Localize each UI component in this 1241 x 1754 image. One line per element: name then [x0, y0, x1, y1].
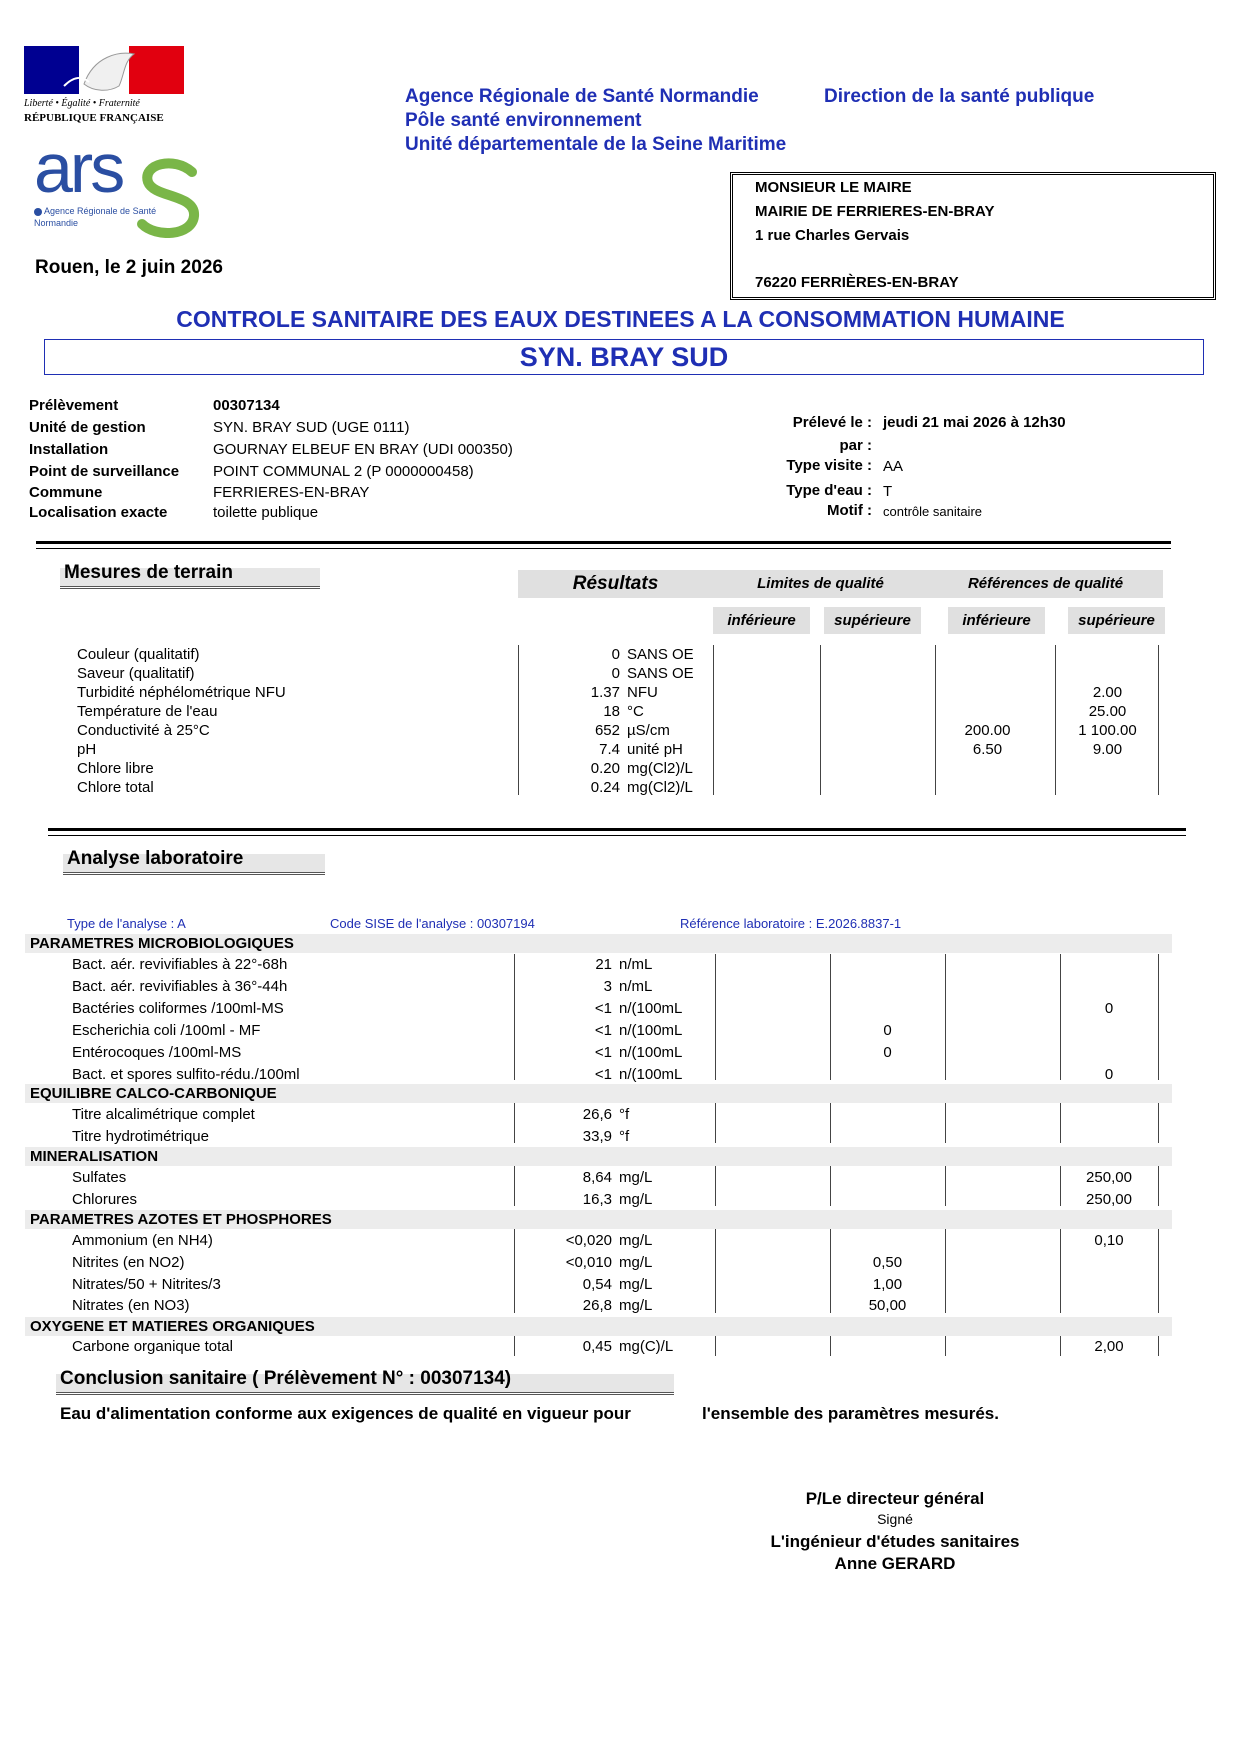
lab-type-analyse: Type de l'analyse : A [67, 916, 186, 931]
lab-row-value: <1 [594, 1066, 612, 1083]
info-label-prelevement: Prélèvement [29, 397, 119, 414]
info-value-type-visite: AA [883, 458, 904, 475]
info-value-unite: SYN. BRAY SUD (UGE 0111) [213, 419, 410, 436]
col-results-header: Résultats [518, 570, 713, 598]
lab-row-ref-sup: 250,00 [1086, 1191, 1132, 1208]
info-label-localisation: Localisation exacte [29, 504, 168, 521]
col-limit-lower: inférieure [713, 607, 810, 634]
info-label-commune: Commune [29, 484, 103, 501]
lab-row-value: 33,9 [582, 1128, 612, 1145]
signature-line-2: L'ingénieur d'études sanitaires [770, 1532, 1020, 1551]
lab-row-unit: mg/L [619, 1169, 653, 1186]
lab-row-name: Ammonium (en NH4) [72, 1232, 213, 1249]
field-row-value: 7.4 [599, 741, 620, 758]
field-row-name: Saveur (qualitatif) [77, 665, 195, 682]
field-row-unit: mg(Cl2)/L [627, 760, 693, 777]
info-value-preleve-le: jeudi 21 mai 2026 à 12h30 [883, 414, 1066, 431]
lab-row-unit: °f [619, 1106, 630, 1123]
lab-row-unit: mg/L [619, 1276, 653, 1293]
field-row-unit: mg(Cl2)/L [627, 779, 693, 796]
republique-motto: Liberté • Égalité • Fraternité [24, 98, 140, 109]
lab-row-name: Bact. aér. revivifiables à 22°-68h [72, 956, 288, 973]
col-refs-header: Références de qualité [928, 570, 1163, 598]
lab-row-ref-sup: 250,00 [1086, 1169, 1132, 1186]
field-row-unit: unité pH [627, 741, 683, 758]
field-row-ref-sup: 25.00 [1088, 703, 1127, 720]
info-value-type-eau: T [883, 483, 893, 500]
lab-row-name: Nitrites (en NO2) [72, 1254, 185, 1271]
field-row-value: 0 [611, 665, 620, 682]
document-subtitle: SYN. BRAY SUD [44, 339, 1204, 375]
conclusion-text-2: l'ensemble des paramètres mesurés. [702, 1404, 999, 1423]
lab-row-name: Sulfates [72, 1169, 127, 1186]
lab-row-value: <0,010 [565, 1254, 612, 1271]
info-value-commune: FERRIERES-EN-BRAY [213, 484, 370, 501]
recipient-box [730, 172, 1216, 300]
info-value-localisation: toilette publique [213, 504, 319, 521]
col-ref-upper: supérieure [1068, 607, 1165, 634]
lab-row-name: Bact. et spores sulfito-rédu./100ml [72, 1066, 300, 1083]
lab-category: OXYGENE ET MATIERES ORGANIQUES [25, 1317, 1172, 1336]
field-row-name: Conductivité à 25°C [77, 722, 210, 739]
field-row-value: 0 [611, 646, 620, 663]
lab-row-value: 0,54 [582, 1276, 612, 1293]
field-measures-title: Mesures de terrain [60, 560, 320, 589]
info-label-motif: Motif : [827, 502, 872, 519]
field-row-name: Chlore total [77, 779, 154, 796]
lab-row-unit: mg(C)/L [619, 1338, 674, 1355]
lab-row-value: 8,64 [582, 1169, 612, 1186]
lab-row-unit: n/mL [619, 978, 653, 995]
lab-category: EQUILIBRE CALCO-CARBONIQUE [25, 1084, 1172, 1103]
agency-line-3: Unité départementale de la Seine Maritime [405, 134, 787, 155]
lab-row-unit: °f [619, 1128, 630, 1145]
field-row-unit: °C [627, 703, 644, 720]
lab-analysis-title: Analyse laboratoire [63, 846, 325, 875]
lab-category: PARAMETRES MICROBIOLOGIQUES [25, 934, 1172, 953]
marianne-flag-icon [24, 46, 184, 96]
conclusion-text-1: Eau d'alimentation conforme aux exigences de qualité en vigueur pour [60, 1404, 631, 1423]
lab-row-name: Carbone organique total [72, 1338, 233, 1355]
lab-row-unit: mg/L [619, 1191, 653, 1208]
col-limit-upper: supérieure [824, 607, 921, 634]
recipient-line-4: 76220 FERRIÈRES-EN-BRAY [755, 274, 959, 291]
lab-category: PARAMETRES AZOTES ET PHOSPHORES [25, 1210, 1172, 1229]
conclusion-title: Conclusion sanitaire ( Prélèvement N° : 00307134) [56, 1366, 674, 1395]
recipient-line-3: 1 rue Charles Gervais [755, 227, 910, 244]
field-row-value: 18 [603, 703, 620, 720]
lab-row-value: 0,45 [582, 1338, 612, 1355]
lab-row-ref-sup: 0 [1104, 1000, 1114, 1017]
lab-row-lim-sup: 0 [883, 1044, 892, 1061]
signature-name: Anne GERARD [834, 1554, 956, 1573]
lab-row-unit: n/mL [619, 956, 653, 973]
lab-row-value: <1 [594, 1000, 612, 1017]
info-value-point: POINT COMMUNAL 2 (P 0000000458) [213, 463, 474, 480]
lab-row-name: Bact. aér. revivifiables à 36°-44h [72, 978, 288, 995]
lab-row-lim-sup: 1,00 [872, 1276, 903, 1293]
lab-row-unit: mg/L [619, 1232, 653, 1249]
recipient-line-2: MAIRIE DE FERRIERES-EN-BRAY [755, 203, 995, 220]
lab-row-name: Bactéries coliformes /100ml-MS [72, 1000, 284, 1017]
ars-s-icon [134, 158, 204, 238]
document-title: CONTROLE SANITAIRE DES EAUX DESTINEES A LA CONSOMMATION HUMAINE [176, 306, 1065, 332]
lab-row-value: <1 [594, 1022, 612, 1039]
lab-category: MINERALISATION [25, 1147, 1172, 1166]
lab-row-unit: mg/L [619, 1297, 653, 1314]
lab-row-lim-sup: 50,00 [868, 1297, 907, 1314]
info-value-motif: contrôle sanitaire [883, 504, 982, 519]
field-row-unit: SANS OE [627, 665, 694, 682]
field-row-ref-inf: 200.00 [964, 722, 1011, 739]
field-row-ref-sup: 2.00 [1092, 684, 1123, 701]
ars-logo-letters: ars [34, 129, 123, 207]
lab-row-value: 26,6 [582, 1106, 612, 1123]
field-row-unit: SANS OE [627, 646, 694, 663]
lab-row-unit: n/(100mL [619, 1066, 683, 1083]
lab-row-name: Nitrates (en NO3) [72, 1297, 190, 1314]
field-row-ref-sup: 9.00 [1092, 741, 1123, 758]
ars-logo [34, 129, 204, 248]
lab-row-name: Titre hydrotimétrique [72, 1128, 209, 1145]
info-label-type-visite: Type visite : [786, 457, 872, 474]
lab-row-name: Nitrates/50 + Nitrites/3 [72, 1276, 221, 1293]
place-date: Rouen, le 2 juin 2026 [35, 257, 223, 278]
field-row-value: 0.20 [590, 760, 620, 777]
lab-row-name: Titre alcalimétrique complet [72, 1106, 255, 1123]
lab-ref-labo: Référence laboratoire : E.2026.8837-1 [680, 916, 902, 931]
info-label-unite: Unité de gestion [29, 419, 146, 436]
info-label-preleve-le: Prélevé le : [792, 414, 872, 431]
recipient-line-1: MONSIEUR LE MAIRE [755, 179, 912, 196]
field-row-value: 652 [594, 722, 620, 739]
lab-row-value: <1 [594, 1044, 612, 1061]
lab-row-value: 3 [603, 978, 612, 995]
lab-row-ref-sup: 0,10 [1094, 1232, 1124, 1249]
marianne-logo [24, 46, 184, 126]
field-row-name: Température de l'eau [77, 703, 218, 720]
info-value-installation: GOURNAY ELBEUF EN BRAY (UDI 000350) [213, 441, 513, 458]
info-label-point: Point de surveillance [29, 463, 180, 480]
agency-line-2: Pôle santé environnement [405, 110, 642, 131]
lab-row-name: Escherichia coli /100ml - MF [72, 1022, 261, 1039]
info-label-installation: Installation [29, 441, 109, 458]
ars-logo-line1: Agence Régionale de Santé [44, 206, 157, 216]
lab-row-unit: n/(100mL [619, 1022, 683, 1039]
lab-row-ref-sup: 2,00 [1094, 1338, 1124, 1355]
republique-name: RÉPUBLIQUE FRANÇAISE [24, 112, 164, 124]
col-limits-header: Limites de qualité [713, 570, 928, 598]
lab-row-value: 16,3 [582, 1191, 612, 1208]
lab-code-sise: Code SISE de l'analyse : 00307194 [330, 916, 535, 931]
info-value-prelevement: 00307134 [213, 397, 280, 414]
lab-row-unit: n/(100mL [619, 1044, 683, 1061]
signature-signed: Signé [877, 1511, 913, 1527]
lab-row-value: 26,8 [582, 1297, 612, 1314]
field-row-ref-sup: 1 100.00 [1078, 722, 1137, 739]
field-row-unit: NFU [627, 684, 658, 701]
info-label-type-eau: Type d'eau : [786, 482, 872, 499]
lab-row-value: <0,020 [565, 1232, 612, 1249]
lab-row-name: Entérocoques /100ml-MS [72, 1044, 242, 1061]
lab-row-lim-sup: 0 [883, 1022, 892, 1039]
signature-line-1: P/Le directeur général [805, 1489, 985, 1508]
lab-row-value: 21 [595, 956, 612, 973]
col-ref-lower: inférieure [948, 607, 1045, 634]
field-row-name: Chlore libre [77, 760, 154, 777]
field-row-value: 1.37 [590, 684, 620, 701]
field-row-name: Turbidité néphélométrique NFU [77, 684, 286, 701]
field-row-value: 0.24 [590, 779, 620, 796]
field-row-ref-inf: 6.50 [972, 741, 1003, 758]
lab-row-ref-sup: 0 [1104, 1066, 1114, 1083]
ars-logo-line2: Normandie [34, 218, 79, 228]
lab-row-unit: mg/L [619, 1254, 653, 1271]
agency-line-1: Agence Régionale de Santé Normandie [405, 86, 759, 107]
direction: Direction de la santé publique [824, 86, 1095, 107]
field-row-name: Couleur (qualitatif) [77, 646, 200, 663]
lab-row-name: Chlorures [72, 1191, 138, 1208]
field-row-name: pH [77, 741, 97, 758]
info-label-par: par : [839, 437, 872, 454]
field-row-unit: µS/cm [627, 722, 670, 739]
divider-2 [48, 828, 1186, 836]
lab-row-unit: n/(100mL [619, 1000, 683, 1017]
ars-dot-icon [34, 208, 42, 216]
divider-1 [36, 541, 1171, 549]
lab-row-lim-sup: 0,50 [872, 1254, 903, 1271]
